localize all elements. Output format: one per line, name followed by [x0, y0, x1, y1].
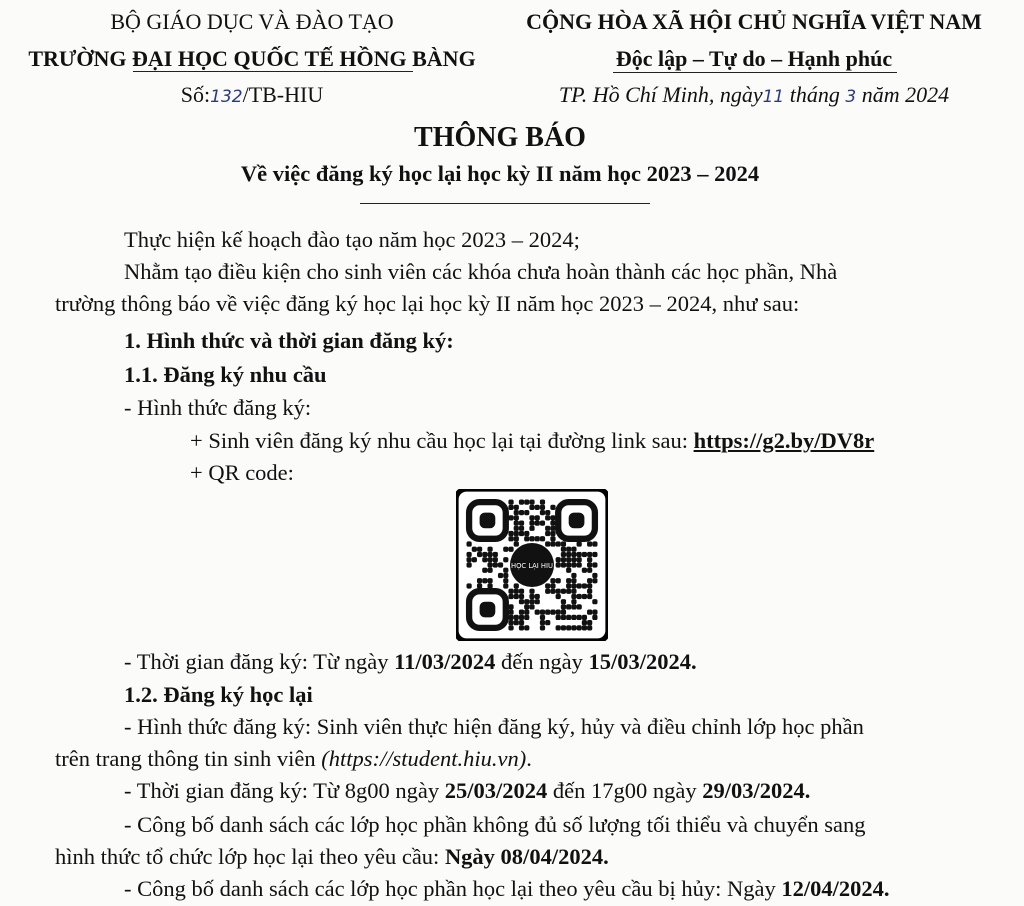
- time2-text-a: - Thời gian đăng ký: Từ 8g00 ngày: [124, 778, 445, 803]
- date-year: năm 2024: [861, 82, 950, 107]
- qr-module: [550, 610, 555, 615]
- qr-module: [571, 599, 576, 604]
- qr-module: [592, 578, 597, 583]
- qr-module: [540, 615, 545, 620]
- qr-module: [577, 541, 582, 546]
- qr-module: [519, 615, 524, 620]
- qr-module: [508, 615, 513, 620]
- qr-module: [587, 625, 592, 630]
- qr-module: [545, 510, 550, 515]
- qr-module: [566, 568, 571, 573]
- qr-module: [592, 610, 597, 615]
- qr-module: [535, 594, 540, 599]
- qr-module: [508, 620, 513, 625]
- qr-module: [466, 562, 471, 567]
- qr-module: [487, 568, 492, 573]
- time2-end-date: 29/03/2024.: [702, 778, 811, 803]
- qr-module: [503, 578, 508, 583]
- qr-module: [592, 541, 597, 546]
- qr-module: [472, 547, 477, 552]
- qr-module: [550, 531, 555, 536]
- qr-module: [508, 505, 513, 510]
- qr-module: [571, 583, 576, 588]
- publish-2-text: - Công bố danh sách các lớp học phần học lại theo yêu cầu bị hủy: Ngày: [124, 876, 782, 901]
- qr-module: [582, 583, 587, 588]
- qr-module: [524, 615, 529, 620]
- qr-module: [477, 583, 482, 588]
- ministry-name: BỘ GIÁO DỤC VÀ ĐÀO TẠO: [110, 9, 394, 34]
- qr-module: [571, 615, 576, 620]
- university-underline: [133, 71, 413, 72]
- qr-module: [571, 589, 576, 594]
- registration-time-2: [124, 777, 810, 805]
- qr-module: [571, 562, 576, 567]
- qr-module: [592, 552, 597, 557]
- qr-module: [561, 625, 566, 630]
- qr-module: [519, 510, 524, 515]
- motto-underline: [613, 72, 897, 73]
- qr-module: [540, 625, 545, 630]
- qr-module: [540, 499, 545, 504]
- qr-module: [587, 552, 592, 557]
- qr-module: [524, 625, 529, 630]
- qr-module: [466, 583, 471, 588]
- qr-module: [550, 515, 555, 520]
- doc-no-handwritten: 132: [210, 87, 243, 107]
- qr-module: [592, 599, 597, 604]
- qr-module: [550, 526, 555, 531]
- qr-finder-top-right: [558, 502, 595, 539]
- document-date: [504, 82, 1004, 110]
- qr-module: [561, 562, 566, 567]
- qr-finder-top-left: [469, 502, 506, 539]
- qr-module: [529, 515, 534, 520]
- qr-module: [545, 531, 550, 536]
- qr-module: [466, 552, 471, 557]
- qr-module: [524, 510, 529, 515]
- form2-line-1: - Hình thức đăng ký: Sinh viên thực hiện đăng ký, hủy và điều chỉnh lớp học phần: [124, 714, 864, 739]
- qr-module: [514, 505, 519, 510]
- qr-module: [556, 615, 561, 620]
- form2-end: .: [526, 746, 532, 771]
- qr-module: [519, 520, 524, 525]
- qr-module: [508, 594, 513, 599]
- link-intro-text: + Sinh viên đăng ký nhu cầu học lại tại đường link sau:: [190, 428, 694, 453]
- qr-module: [571, 625, 576, 630]
- qr-module: [577, 594, 582, 599]
- qr-module: [587, 541, 592, 546]
- qr-module: [524, 604, 529, 609]
- publish-2-date: 12/04/2024.: [781, 876, 890, 901]
- publish-2-line: [124, 875, 889, 903]
- qr-module: [561, 604, 566, 609]
- qr-module: [498, 562, 503, 567]
- qr-module: [482, 552, 487, 557]
- qr-module: [498, 573, 503, 578]
- qr-module: [482, 557, 487, 562]
- qr-module: [577, 604, 582, 609]
- time2-start-date: 25/03/2024: [444, 778, 548, 803]
- intro-line-2: Nhằm tạo điều kiện cho sinh viên các khóa chưa hoàn thành các học phần, Nhà: [124, 259, 838, 284]
- qr-module: [493, 562, 498, 567]
- notice-title: THÔNG BÁO: [414, 122, 586, 153]
- qr-module: [514, 615, 519, 620]
- student-portal-link[interactable]: (https://student.hiu.vn): [321, 746, 527, 771]
- qr-module: [550, 505, 555, 510]
- qr-module: [566, 604, 571, 609]
- time1-text-b: đến ngày: [495, 649, 589, 674]
- qr-module: [587, 557, 592, 562]
- qr-module: [540, 505, 545, 510]
- qr-module: [550, 583, 555, 588]
- qr-module: [550, 520, 555, 525]
- date-day-handwritten: 11: [762, 87, 785, 107]
- qr-module: [514, 594, 519, 599]
- qr-module: [524, 499, 529, 504]
- time1-text-a: - Thời gian đăng ký: Từ ngày: [124, 649, 395, 674]
- qr-module: [566, 552, 571, 557]
- qr-module: [524, 599, 529, 604]
- qr-module: [571, 573, 576, 578]
- qr-module: [472, 557, 477, 562]
- qr-module: [556, 589, 561, 594]
- qr-module: [545, 526, 550, 531]
- qr-module: [529, 536, 534, 541]
- qr-module: [508, 531, 513, 536]
- qr-module: [545, 620, 550, 625]
- date-prefix: TP. Hồ Chí Minh, ngày: [558, 82, 763, 107]
- qr-module: [577, 615, 582, 620]
- qr-module: [566, 547, 571, 552]
- document-number: [0, 82, 504, 110]
- registration-form-label: - Hình thức đăng ký:: [124, 395, 312, 420]
- qr-module: [540, 520, 545, 525]
- qr-module: [529, 589, 534, 594]
- qr-module: [487, 552, 492, 557]
- qr-module: [487, 562, 492, 567]
- qr-module: [519, 620, 524, 625]
- qr-module: [519, 625, 524, 630]
- form2-line-2: [55, 745, 532, 773]
- qr-module: [556, 578, 561, 583]
- qr-module: [503, 568, 508, 573]
- qr-module: [519, 589, 524, 594]
- qr-module: [508, 515, 513, 520]
- qr-module: [592, 573, 597, 578]
- qr-module: [482, 568, 487, 573]
- qr-module: [529, 520, 534, 525]
- qr-module: [571, 547, 576, 552]
- qr-module: [487, 547, 492, 552]
- time1-start-date: 11/03/2024: [394, 649, 496, 674]
- qr-module: [550, 578, 555, 583]
- qr-module: [556, 610, 561, 615]
- qr-module: [566, 583, 571, 588]
- qr-module: [556, 625, 561, 630]
- qr-module: [577, 583, 582, 588]
- qr-module: [561, 599, 566, 604]
- qr-module: [514, 541, 519, 546]
- qr-module: [582, 568, 587, 573]
- qr-module: [508, 610, 513, 615]
- notice-subtitle: Về việc đăng ký học lại học kỳ II năm học 2023 – 2024: [240, 161, 760, 186]
- qr-module: [545, 541, 550, 546]
- qr-module: [508, 547, 513, 552]
- qr-module: [529, 526, 534, 531]
- qr-module: [519, 526, 524, 531]
- qr-module: [571, 557, 576, 562]
- publish-1-text: hình thức tổ chức lớp học lại theo yêu cầu:: [55, 844, 445, 869]
- qr-module: [535, 520, 540, 525]
- qr-module: [524, 536, 529, 541]
- qr-module: [592, 615, 597, 620]
- time1-end-date: 15/03/2024.: [588, 649, 697, 674]
- qr-module: [556, 541, 561, 546]
- publish-1-line-1: - Công bố danh sách các lớp học phần không đủ số lượng tối thiểu và chuyển sang: [124, 812, 866, 837]
- qr-module: [566, 562, 571, 567]
- qr-module: [514, 515, 519, 520]
- qr-module: [550, 589, 555, 594]
- qr-module: [571, 594, 576, 599]
- republic-name: CỘNG HÒA XÃ HỘI CHỦ NGHĨA VIỆT NAM: [526, 9, 982, 34]
- date-month-label: tháng: [789, 82, 840, 107]
- qr-module: [566, 557, 571, 562]
- doc-no-prefix: Số:: [180, 82, 211, 107]
- qr-module: [535, 536, 540, 541]
- qr-module: [582, 615, 587, 620]
- qr-module: [571, 552, 576, 557]
- time2-text-b: đến 17g00 ngày: [547, 778, 703, 803]
- qr-code[interactable]: [456, 489, 608, 641]
- qr-module: [519, 599, 524, 604]
- qr-module: [503, 547, 508, 552]
- intro-line-1: Thực hiện kế hoạch đào tạo năm học 2023 – 2024;: [124, 227, 580, 252]
- section-1-1-heading: 1.1. Đăng ký nhu cầu: [124, 362, 327, 387]
- qr-module: [487, 583, 492, 588]
- qr-module: [477, 547, 482, 552]
- qr-module: [482, 578, 487, 583]
- qr-module: [561, 547, 566, 552]
- qr-module: [514, 536, 519, 541]
- section-1-heading: 1. Hình thức và thời gian đăng ký:: [124, 328, 454, 353]
- doc-no-suffix: /TB-HIU: [242, 82, 324, 107]
- qr-module: [519, 499, 524, 504]
- qr-module: [514, 583, 519, 588]
- qr-module: [529, 599, 534, 604]
- qr-module: [514, 620, 519, 625]
- qr-module: [587, 578, 592, 583]
- qr-module: [519, 594, 524, 599]
- qr-module: [556, 557, 561, 562]
- qr-module: [550, 536, 555, 541]
- qr-module: [540, 620, 545, 625]
- qr-module: [519, 531, 524, 536]
- qr-module: [514, 589, 519, 594]
- registration-link[interactable]: https://g2.by/DV8r: [693, 428, 875, 453]
- qr-module: [529, 594, 534, 599]
- qr-module: [524, 531, 529, 536]
- qr-module: [561, 552, 566, 557]
- qr-module: [540, 536, 545, 541]
- qr-module: [503, 583, 508, 588]
- qr-module: [587, 568, 592, 573]
- qr-module: [514, 510, 519, 515]
- national-motto: Độc lập – Tự do – Hạnh phúc: [615, 46, 893, 71]
- qr-module: [519, 610, 524, 615]
- qr-module: [561, 557, 566, 562]
- qr-module: [582, 594, 587, 599]
- qr-center-text: HỌC LẠI HIU: [510, 562, 554, 571]
- qr-module: [540, 610, 545, 615]
- qr-module: [487, 557, 492, 562]
- qr-module: [529, 505, 534, 510]
- qr-module: [577, 552, 582, 557]
- qr-module: [577, 625, 582, 630]
- link-line: [190, 427, 874, 455]
- qr-module: [587, 594, 592, 599]
- qr-module: [592, 562, 597, 567]
- qr-module: [561, 541, 566, 546]
- qr-module: [503, 573, 508, 578]
- qr-module: [571, 604, 576, 609]
- qr-module: [587, 610, 592, 615]
- qr-module: [508, 604, 513, 609]
- qr-module: [566, 578, 571, 583]
- qr-module: [556, 594, 561, 599]
- qr-module: [582, 625, 587, 630]
- university-name: TRƯỜNG ĐẠI HỌC QUỐC TẾ HỒNG BÀNG: [28, 46, 476, 71]
- publish-1-line-2: [55, 843, 609, 871]
- registration-time-1: [124, 648, 697, 676]
- qr-module: [466, 541, 471, 546]
- qr-module: [545, 583, 550, 588]
- qr-module: [508, 589, 513, 594]
- qr-module: [561, 615, 566, 620]
- qr-module: [535, 515, 540, 520]
- qr-module: [582, 552, 587, 557]
- qr-module: [535, 599, 540, 604]
- qr-module: [514, 520, 519, 525]
- date-month-handwritten: 3: [845, 87, 857, 107]
- qr-module: [477, 578, 482, 583]
- qr-module: [550, 541, 555, 546]
- qr-module: [545, 515, 550, 520]
- qr-module: [561, 589, 566, 594]
- qr-module: [540, 510, 545, 515]
- qr-module: [566, 615, 571, 620]
- qr-label: + QR code:: [190, 460, 294, 485]
- qr-module: [587, 583, 592, 588]
- qr-module: [566, 589, 571, 594]
- publish-1-date: Ngày 08/04/2024.: [444, 844, 609, 869]
- qr-module: [545, 610, 550, 615]
- qr-module: [587, 620, 592, 625]
- qr-module: [535, 610, 540, 615]
- qr-module: [587, 589, 592, 594]
- qr-module: [524, 610, 529, 615]
- qr-module: [508, 536, 513, 541]
- qr-module: [514, 526, 519, 531]
- qr-module: [487, 578, 492, 583]
- qr-module: [508, 499, 513, 504]
- qr-module: [535, 505, 540, 510]
- qr-module: [545, 589, 550, 594]
- qr-finder-bottom-left: [469, 591, 506, 628]
- qr-module: [508, 625, 513, 630]
- form2-text: trên trang thông tin sinh viên: [55, 746, 322, 771]
- section-1-2-heading: 1.2. Đăng ký học lại: [124, 682, 313, 707]
- qr-module: [493, 552, 498, 557]
- qr-module: [556, 562, 561, 567]
- qr-module: [587, 562, 592, 567]
- qr-module: [493, 557, 498, 562]
- qr-module: [577, 562, 582, 567]
- intro-line-3: trường thông báo về việc đăng ký học lại học kỳ II năm học 2023 – 2024, như sau:: [55, 291, 800, 316]
- qr-module: [466, 557, 471, 562]
- qr-module: [529, 499, 534, 504]
- qr-module: [571, 578, 576, 583]
- title-underline: [360, 203, 650, 204]
- qr-module: [566, 625, 571, 630]
- qr-module: [503, 557, 508, 562]
- qr-module: [582, 620, 587, 625]
- qr-module: [529, 604, 534, 609]
- qr-module: [561, 610, 566, 615]
- qr-module: [514, 531, 519, 536]
- qr-module: [477, 552, 482, 557]
- qr-module: [577, 557, 582, 562]
